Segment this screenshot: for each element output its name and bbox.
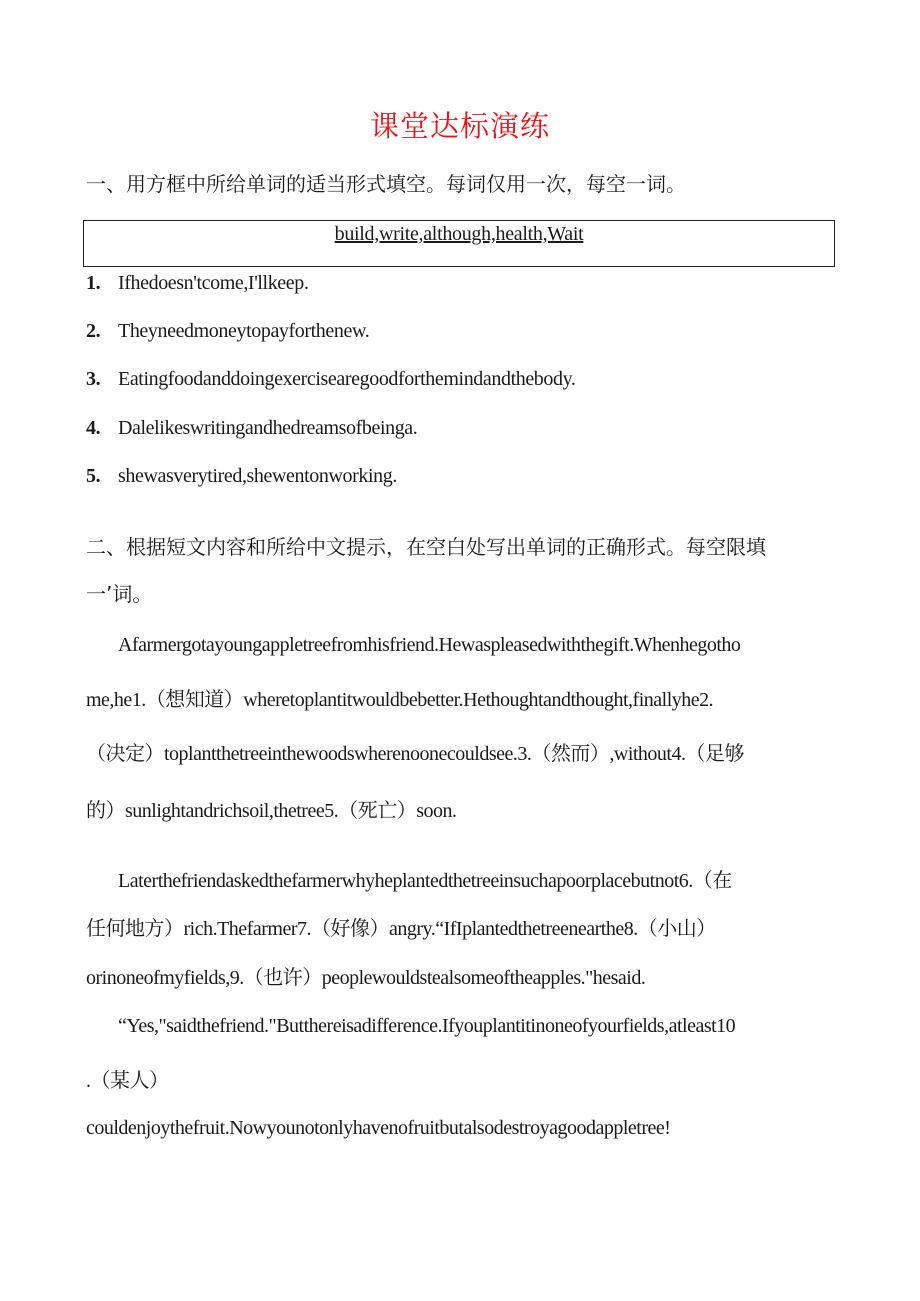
passage-line: couldenjoythefruit.Nowyounotonlyhavenofruitbutalsodestroyagoodappletree! [86,1117,671,1139]
passage-line: orinoneofmyfields,9.（也许）peoplewouldstealsomeoftheapples."hesaid. [86,967,646,989]
section-2-heading-line-2: 一’词。 [86,582,153,606]
passage-line: （决定）toplantthetreeinthewoodswherenoonecouldsee.3.（然而）,without4.（足够 [86,743,744,765]
question-number: 4. [86,417,101,439]
passage-line: 任何地方）rich.Thefarmer7.（好像）angry.“IfIplantedthetreenearthe8.（小山） [86,918,716,940]
question-text: Eatingfoodanddoingexercisearegoodforthemindandthebody. [118,368,576,390]
question-number: 5. [86,465,101,487]
question-item-5 [86,465,397,488]
passage-line: “Yes,"saidthefriend."Butthereisadifference.Ifyouplantitinoneofyourfields,atleast10 [118,1015,736,1037]
passage-line: 的）sunlightandrichsoil,thetree5.（死亡）soon. [86,800,457,822]
passage-line: .（某人） [86,1070,169,1092]
question-text: Ifhedoesn'tcome,I'llkeep. [118,272,309,294]
passage-line: me,he1.（想知道）wheretoplantitwouldbebetter.Hethoughtandthought,finallyhe2. [86,689,714,711]
question-item-2 [86,320,369,343]
question-item-1 [86,272,308,295]
question-text: Dalelikeswritingandhedreamsofbeinga. [118,417,418,439]
question-number: 3. [86,368,101,390]
word-box [83,220,835,267]
passage-line: Afarmergotayoungappletreefromhisfriend.Hewaspleasedwiththegift.Whenhegotho [118,634,741,656]
question-item-4 [86,417,417,440]
question-text: shewasverytired,shewentonworking. [118,465,397,487]
page-title: 课堂达标演练 [369,109,550,143]
word-box-text: build,write,although,health,Wait [334,223,584,245]
section-2-heading-line-1: 二、根据短文内容和所给中文提示，在空白处写出单词的正确形式。每空限填 [86,535,766,559]
question-text: Theyneedmoneytopayforthenew. [118,320,370,342]
passage-line: Laterthefriendaskedthefarmerwhyheplantedthetreeinsuchapoorplacebutnot6.（在 [118,870,732,892]
section-1-heading: 一、用方框中所给单词的适当形式填空。每词仅用一次，每空一词。 [86,172,686,196]
question-item-3 [86,368,576,391]
question-number: 1. [86,272,101,294]
question-number: 2. [86,320,101,342]
